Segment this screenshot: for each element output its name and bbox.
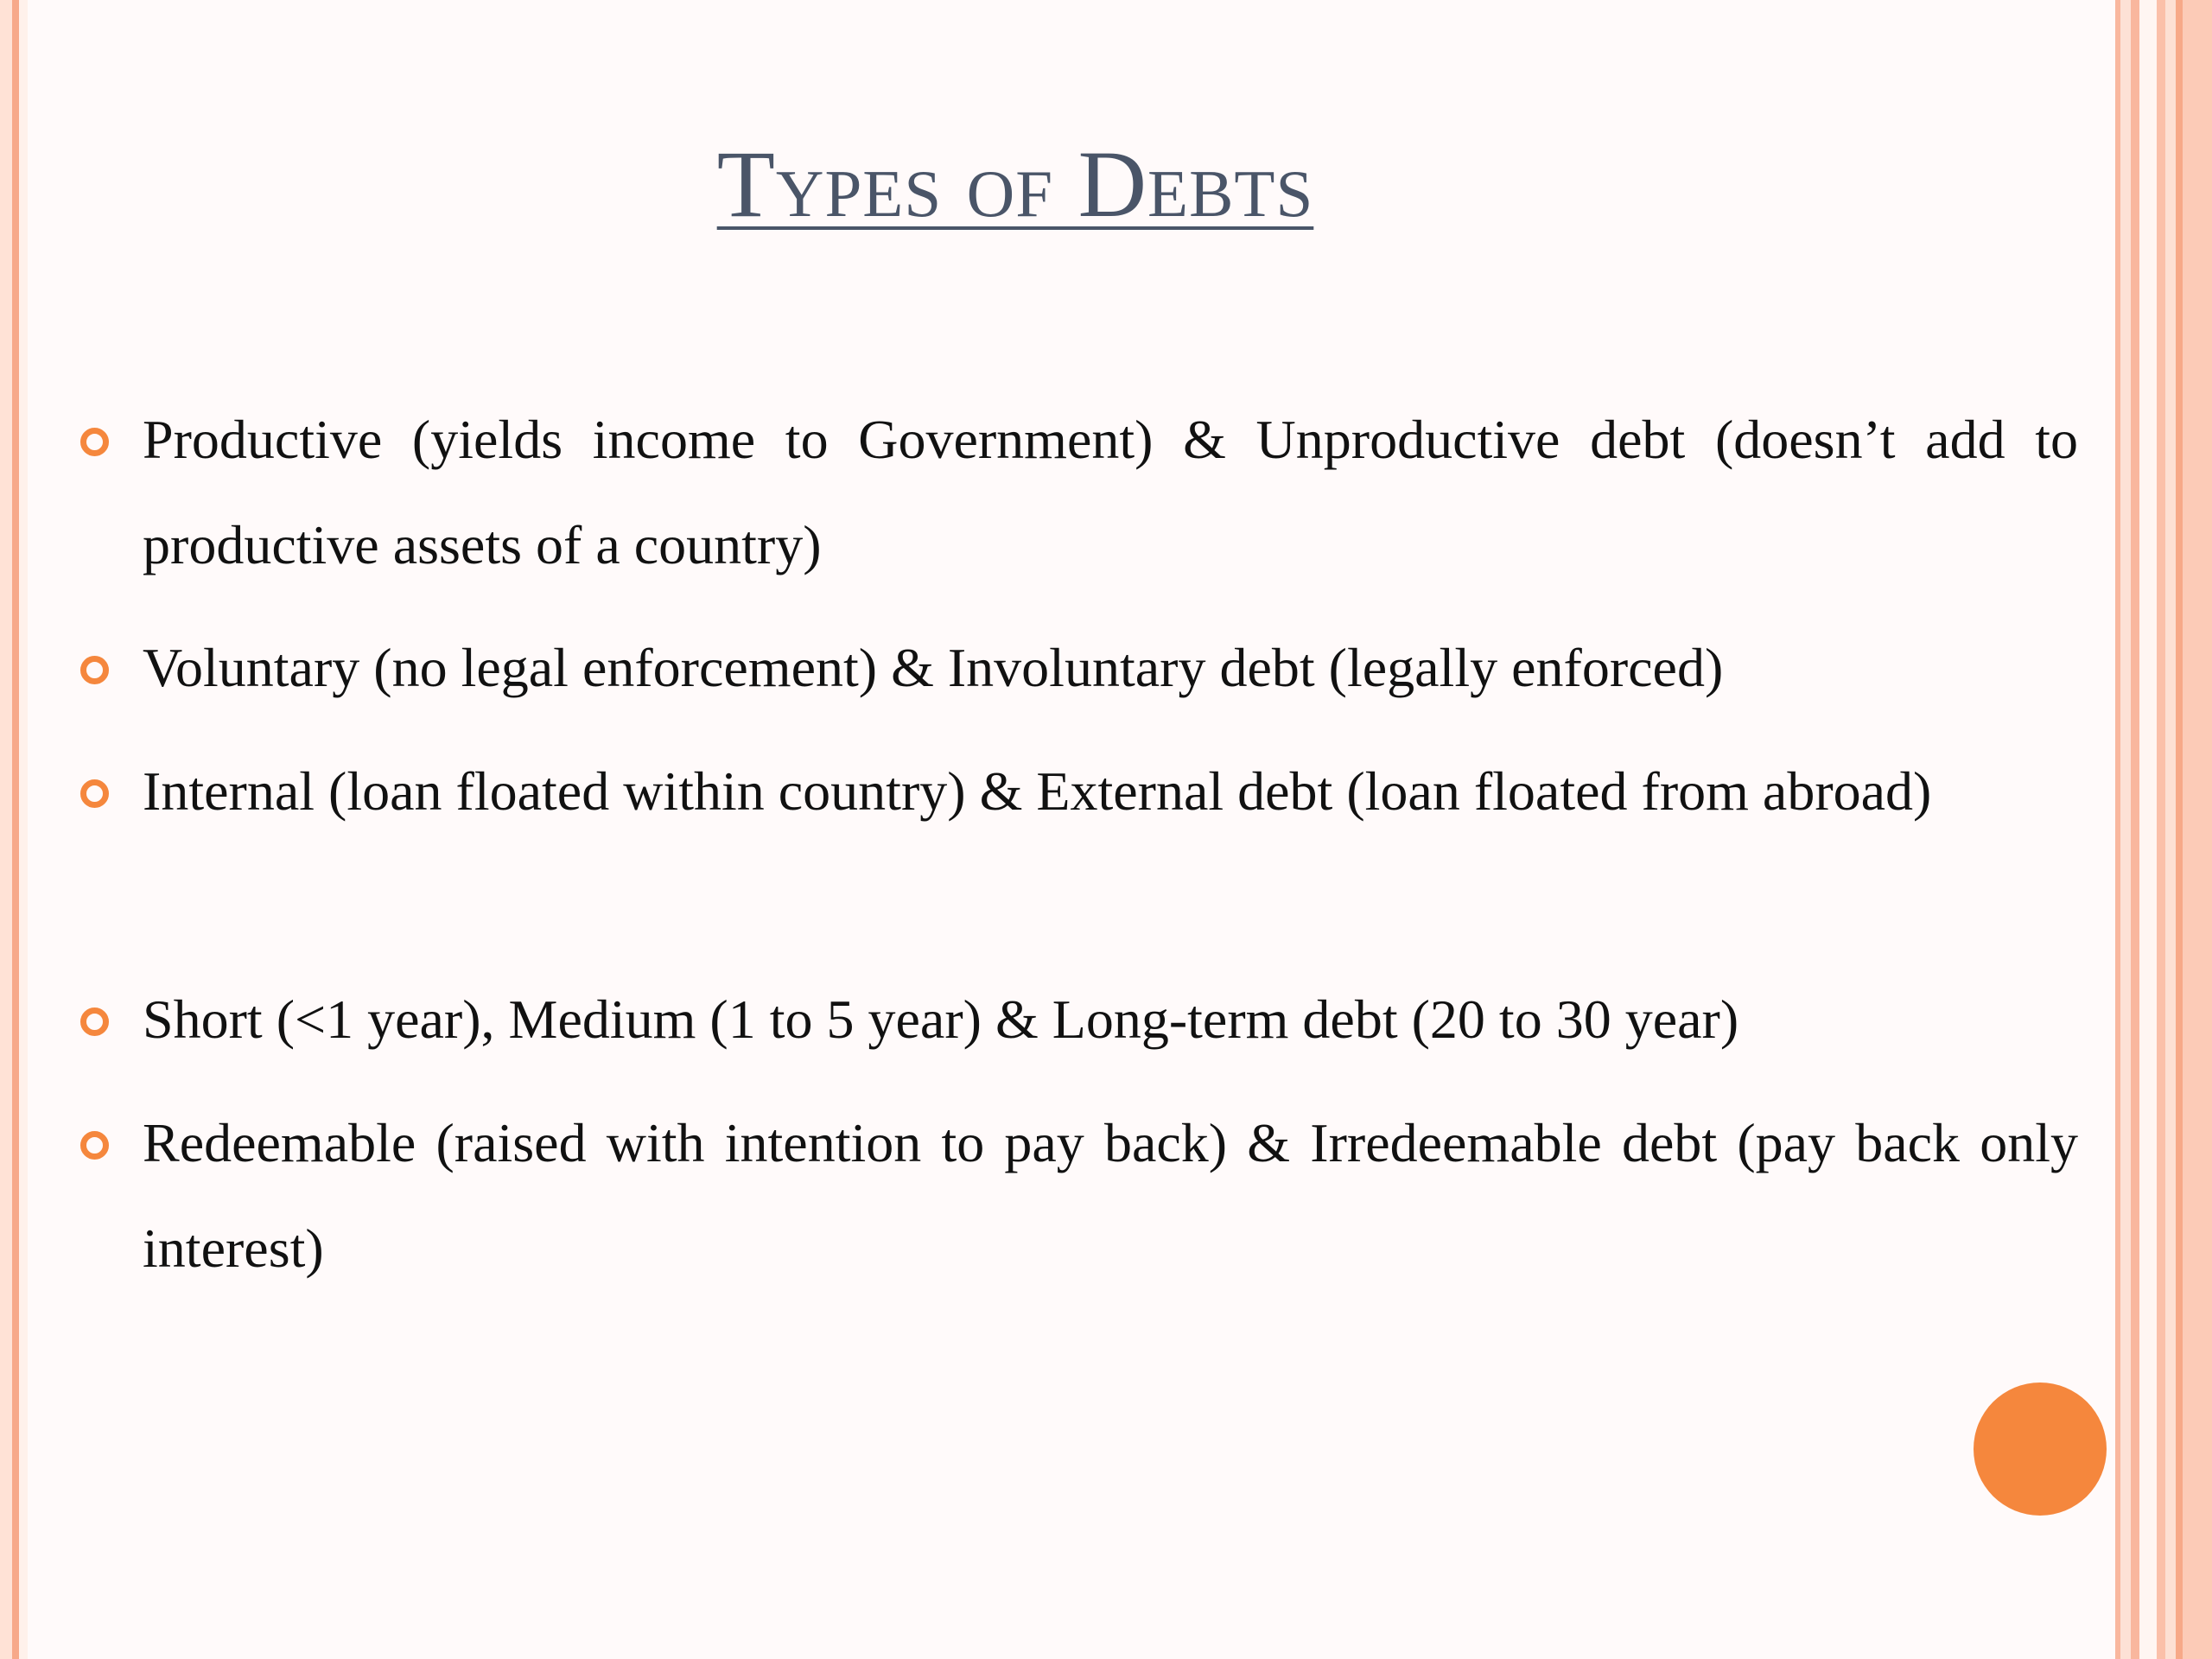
bullet-text: Internal (loan floated within country) & External debt (loan floated from abroad): [143, 760, 1932, 822]
orange-filled-circle-icon: [1974, 1382, 2107, 1516]
hollow-circle-bullet-icon: [80, 428, 109, 456]
bullet-text: Voluntary (no legal enforcement) & Involuntary debt (legally enforced): [143, 637, 1724, 698]
slide-title: Types of Debts: [716, 131, 1314, 237]
bullet-item: [143, 967, 2078, 1072]
hollow-circle-bullet-icon: [80, 1131, 109, 1160]
hollow-circle-bullet-icon: [80, 779, 109, 808]
bullet-text: Productive (yields income to Government) & Unproductive debt (doesn’t add to productive assets of a country): [143, 409, 2078, 575]
bullet-item: [143, 739, 2078, 844]
bullet-item: [143, 387, 2078, 598]
bullet-text: Short (<1 year), Medium (1 to 5 year) & Long-term debt (20 to 30 year): [143, 988, 1739, 1050]
hollow-circle-bullet-icon: [80, 1007, 109, 1036]
bullet-item: [143, 1090, 2078, 1301]
bullet-item: [143, 615, 2078, 721]
hollow-circle-bullet-icon: [80, 656, 109, 684]
bullet-text: Redeemable (raised with intention to pay back) & Irredeemable debt (pay back only interest): [143, 1112, 2078, 1279]
